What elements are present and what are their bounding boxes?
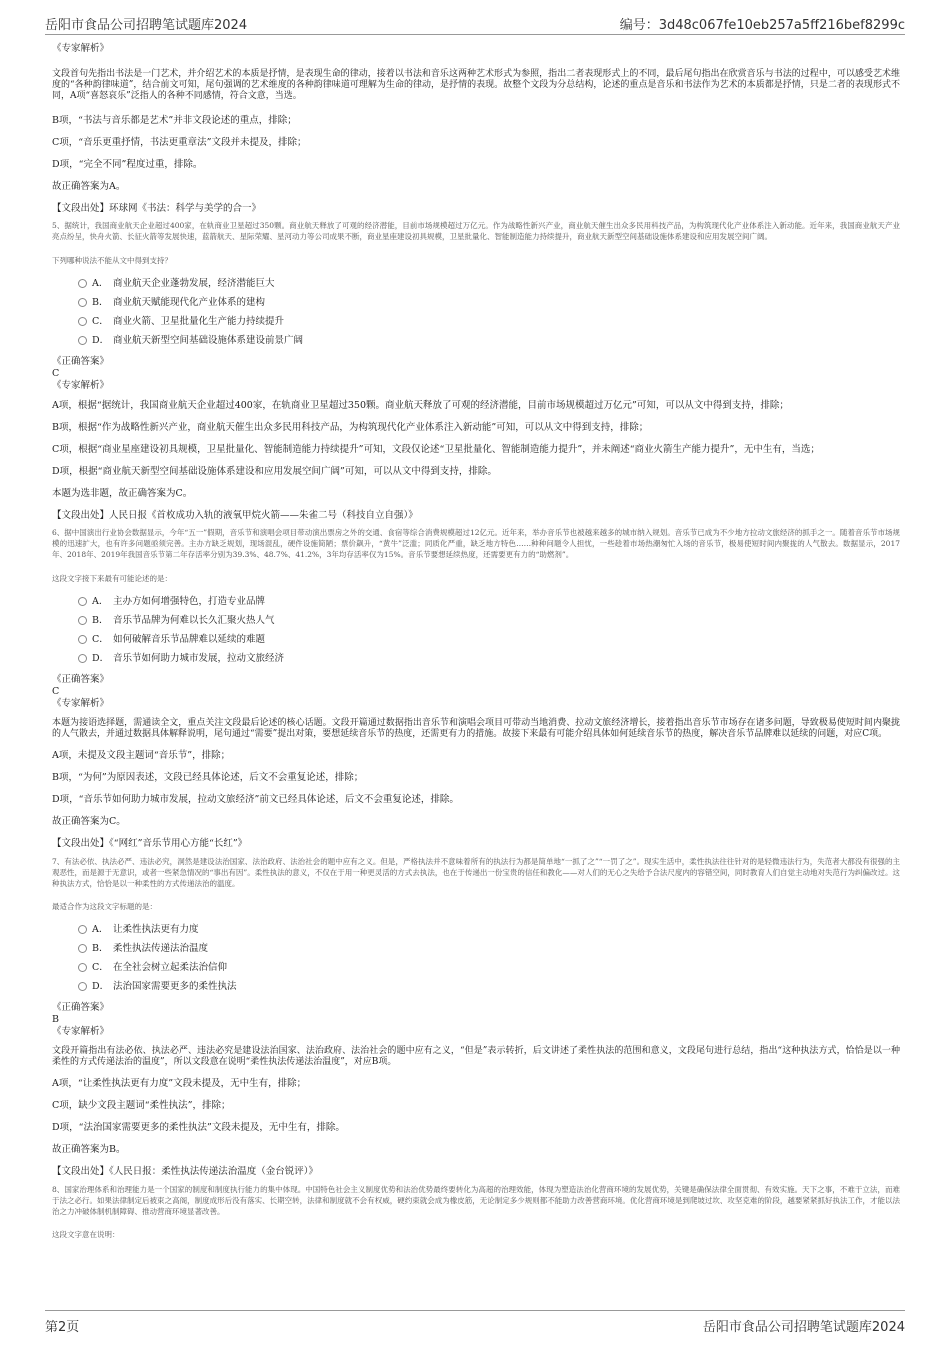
answer-option[interactable] <box>78 920 900 939</box>
explanation-paragraph: 文段开篇指出有法必依、执法必严、违法必究是建设法治国家、法治政府、法治社会的题中应有之义，“但是”表示转折，后文讲述了柔性执法的范围和意义，文段尾句进行总结，指出“这种执法方式，恰恰是以一种柔性的方式传递法治的温度”，所以文段意在说明“柔性执法传递法治温度”，对应B项。 <box>52 1046 900 1067</box>
answer-option[interactable] <box>78 274 900 293</box>
option-letter: C． <box>92 961 109 973</box>
radio-button-icon[interactable] <box>78 635 87 644</box>
radio-button-icon[interactable] <box>78 317 87 326</box>
option-text: 柔性执法传递法治温度 <box>113 942 209 954</box>
explanation-line: A项，根据“据统计，我国商业航天企业超过400家，在轨商业卫星超过350颗。商业航天释放了可观的经济潜能，目前市场规模超过万亿元”可知，可以从文中得到支持，排除； <box>52 400 789 411</box>
question-prompt: 这段文字接下来最有可能论述的是： <box>52 574 172 583</box>
source-citation: 【文段出处】环球网《书法：科学与美学的合一》 <box>52 203 262 214</box>
answer-option[interactable] <box>78 611 900 630</box>
answer-option[interactable] <box>78 939 900 958</box>
option-letter: C． <box>92 633 109 645</box>
explanation-line: 本题为选非题，故正确答案为C。 <box>52 488 193 499</box>
question-prompt: 最适合作为这段文字标题的是： <box>52 902 157 911</box>
answer-option[interactable] <box>78 293 900 312</box>
option-letter: D． <box>92 334 110 346</box>
option-letter: D． <box>92 652 110 664</box>
explanation-line: A项，未提及文段主题词“音乐节”，排除； <box>52 750 231 761</box>
source-citation: 【文段出处】《“网红”音乐节用心方能“长红”》 <box>52 838 248 849</box>
radio-button-icon[interactable] <box>78 654 87 663</box>
radio-button-icon[interactable] <box>78 925 87 934</box>
radio-button-icon[interactable] <box>78 279 87 288</box>
radio-button-icon[interactable] <box>78 944 87 953</box>
answer-option[interactable] <box>78 977 900 996</box>
explanation-line: C项，根据“商业星座建设初具规模，卫星批量化、智能制造能力持续提升”可知，文段仅论述“卫星批量化、智能制造能力提升”，并未阐述“商业火箭生产能力提升”，无中生有，当选； <box>52 444 820 455</box>
question-prompt: 下列哪种说法不能从文中得到支持？ <box>52 256 172 265</box>
explanation-line: A项，“让柔性执法更有力度”文段未提及，无中生有，排除； <box>52 1078 307 1089</box>
question-passage: 7、有法必依、执法必严、违法必究，洞然是建设法治国家、法治政府、法治社会的题中应有之义。但是，严格执法并不意味着所有的执法行为都是简单地“一抓了之”“一罚了之”。现实生活中，柔性执法往往针对的是轻微违法行为，失范者大都没有很强的主观恶性，而是源于无意识，或者一些紧急情况的“事出有因”。柔性执法的意义，不仅在于用一种更灵活的方式去执法，也在于传递出一份宝贵的信任和教化——对人们的无心之失给予合法尺度内的容错空间，同时教育人们自觉主动地对失范行为纠偏改过。这种执法方式，恰恰是以一种柔性的方式传递法治的温度。 <box>52 857 900 888</box>
option-text: 法治国家需要更多的柔性执法 <box>113 980 237 992</box>
answer-option[interactable] <box>78 592 900 611</box>
answer-option[interactable] <box>78 649 900 668</box>
option-text: 在全社会树立起柔法治信仰 <box>113 961 228 973</box>
option-text: 音乐节如何助力城市发展，拉动文旅经济 <box>113 652 285 664</box>
answer-option[interactable] <box>78 958 900 977</box>
question-passage: 6、据中国演出行业协会数据显示，今年“五一”假期，音乐节和演唱会项目带动演出票房之外的交通、食宿等综合消费规模超过12亿元。近年来，举办音乐节也被越来越多的城市纳入规划。音乐节已成为不少地方拉动文旅经济的抓手之一。随着音乐节市场规模的迅速扩大，也有许多问题亟须完善。主办方缺乏规划，现场混乱，硬件设施简陋；票价飙升，“黄牛”泛滥；同质化严重，缺乏地方特色……种种问题令人担忧，一些趁着市场热潮匆忙入场的音乐节，极易使短时间内聚拢的人气散去。数据显示，2017年、2018年、2019年我国音乐节第二年存活率分别为39.3%、48.7%、41.2%，3年均存活率仅为15%。音乐节要想延续热度，还需要更有力的“助燃剂”。 <box>52 528 900 559</box>
option-letter: D． <box>92 980 110 992</box>
option-letter: A． <box>92 595 109 607</box>
answer-line: 《正确答案》 <box>52 1002 110 1013</box>
radio-button-icon[interactable] <box>78 298 87 307</box>
explanation-line: B项，“书法与音乐都是艺术”并非文段论述的重点，排除； <box>52 115 297 126</box>
option-letter: A． <box>92 923 109 935</box>
answer-line: C <box>52 686 60 697</box>
question-passage: 5、据统计，我国商业航天企业超过400家，在轨商业卫星超过350颗。商业航天释放了可观的经济潜能，目前市场规模超过万亿元。作为战略性新兴产业，商业航天催生出众多民用科技产品，为构筑现代化产业体系注入新动能。近年来，我国商业航天产业亮点纷呈，快舟火箭、长征火箭等发展快速，蓝箭航天、星际荣耀、星河动力等公司成果不断，商业星座建设初具规模，卫星批量化、智能制造能力持续提升，商业航天新型空间基础设施体系建设和应用发展空间广阔。 <box>52 221 900 241</box>
section-label: 《专家解析》 <box>52 43 110 54</box>
page-footer <box>45 1310 905 1335</box>
option-text: 音乐节品牌为何难以长久汇聚火热人气 <box>113 614 275 626</box>
explanation-line: C项，缺少文段主题词“柔性执法”，排除； <box>52 1100 231 1111</box>
document-body <box>52 43 900 1240</box>
explanation-line: B项，“为何”为原因表述，文段已经具体论述，后文不会重复论述，排除； <box>52 772 364 783</box>
radio-button-icon[interactable] <box>78 982 87 991</box>
source-citation: 【文段出处】《人民日报：柔性执法传递法治温度（金台锐评）》 <box>52 1166 319 1177</box>
question-prompt: 这段文字意在说明： <box>52 1230 120 1239</box>
option-letter: A． <box>92 277 109 289</box>
explanation-line: 故正确答案为A。 <box>52 181 126 192</box>
explanation-line: B项，根据“作为战略性新兴产业，商业航天催生出众多民用科技产品，为构筑现代化产业体系注入新动能”可知，可以从文中得到支持，排除； <box>52 422 649 433</box>
explanation-line: D项，“法治国家需要更多的柔性执法”文段未提及，无中生有，排除。 <box>52 1122 345 1133</box>
answer-line: 《专家解析》 <box>52 380 110 391</box>
option-letter: B． <box>92 614 109 626</box>
explanation-line: D项，“音乐节如何助力城市发展，拉动文旅经济”前文已经具体论述，后文不会重复论述，排除。 <box>52 794 459 805</box>
option-letter: C． <box>92 315 109 327</box>
answer-line: C <box>52 368 60 379</box>
explanation-line: D项，“完全不同”程度过重，排除。 <box>52 159 203 170</box>
header-title: 岳阳市食品公司招聘笔试题库2024 <box>45 18 248 33</box>
answer-options <box>78 920 900 996</box>
option-letter: B． <box>92 296 109 308</box>
answer-line: 《专家解析》 <box>52 1026 110 1037</box>
answer-options <box>78 274 900 350</box>
explanation-paragraph: 本题为接语选择题，需通读全文，重点关注文段最后论述的核心话题。文段开篇通过数据指出音乐节和演唱会项目可带动当地消费、拉动文旅经济增长，接着指出音乐节市场存在诸多问题，导致极易使短时间内聚拢的人气散去，并通过数据具体解释说明，尾句通过“需要”提出对策，要想延续音乐节的热度，还需更有力的措施。故接下来最有可能介绍具体如何延续音乐节的热度，解决音乐节品牌难以延续的问题，对应C项。 <box>52 718 900 739</box>
answer-option[interactable] <box>78 331 900 350</box>
option-text: 如何破解音乐节品牌难以延续的难题 <box>113 633 266 645</box>
radio-button-icon[interactable] <box>78 963 87 972</box>
answer-line: 《正确答案》 <box>52 356 110 367</box>
answer-options <box>78 592 900 668</box>
question-passage: 8、国家治理体系和治理能力是一个国家的制度和制度执行能力的集中体现。中国特色社会主义制度优势和法治优势最终要转化为高超的治理效能，体现为塑造法治化营商环境的发展优势，关键是确保法律全面贯彻、有效实施。天下之事，不难于立法，而难于法之必行。如果法律制定后被束之高阁，制度成形后没有落实、长期空转，法律和制度就不会有权威，硬约束就会成为橡皮筋，无论制定多少规则都不能助力改善营商环境。优化营商环境是到爬坡过坎、攻坚克难的阶段，越要紧紧抓好执法工作，才能以法治之力冲破体制机制障碍、推动营商环境显著改善。 <box>52 1185 900 1216</box>
answer-line: B <box>52 1014 59 1025</box>
option-text: 主办方如何增强特色，打造专业品牌 <box>113 595 266 607</box>
explanation-line: C项，“音乐更重抒情，书法更重章法”文段并未提及，排除； <box>52 137 307 148</box>
answer-line: 《正确答案》 <box>52 674 110 685</box>
page-number: 第2页 <box>45 1320 80 1335</box>
footer-title: 岳阳市食品公司招聘笔试题库2024 <box>702 1320 905 1335</box>
option-text: 商业航天企业蓬勃发展，经济潜能巨大 <box>113 277 275 289</box>
radio-button-icon[interactable] <box>78 336 87 345</box>
option-text: 商业航天新型空间基础设施体系建设前景广阔 <box>113 334 304 346</box>
explanation-line: 故正确答案为C。 <box>52 816 126 827</box>
answer-option[interactable] <box>78 312 900 331</box>
option-text: 商业火箭、卫星批量化生产能力持续提升 <box>113 315 285 327</box>
radio-button-icon[interactable] <box>78 597 87 606</box>
explanation-line: 故正确答案为B。 <box>52 1144 126 1155</box>
option-text: 让柔性执法更有力度 <box>113 923 199 935</box>
answer-option[interactable] <box>78 630 900 649</box>
option-text: 商业航天赋能现代化产业体系的建构 <box>113 296 266 308</box>
option-letter: B． <box>92 942 109 954</box>
source-citation: 【文段出处】人民日报《首枚成功入轨的液氧甲烷火箭——朱雀二号（科技自立自强）》 <box>52 510 418 521</box>
radio-button-icon[interactable] <box>78 616 87 625</box>
header-doc-id: 编号：3d48c067fe10eb257a5ff216bef8299c <box>619 18 905 33</box>
explanation-line: D项，根据“商业航天新型空间基础设施体系建设和应用发展空间广阔”可知，可以从文中得到支持，排除。 <box>52 466 497 477</box>
explanation-paragraph: 文段首句先指出书法是一门艺术，并介绍艺术的本质是抒情，是表现生命的律动，接着以书法和音乐这两种艺术形式为参照，指出二者表现形式上的不同，最后尾句指出在欣赏音乐与书法的过程中，可以感受艺术维度的“各种韵律味道”，结合前文可知，尾句强调的艺术维度的各种韵律味道可理解为生命的律动，是抒情的表现。故整个文段为分总结构，论述的重点是音乐和书法作为艺术的本质都是抒情，只是二者的表现形式不同，A项“喜怒哀乐”泛指人的各种不同感情，符合文意，当选。 <box>52 69 900 101</box>
page-header <box>45 12 905 35</box>
answer-line: 《专家解析》 <box>52 698 110 709</box>
